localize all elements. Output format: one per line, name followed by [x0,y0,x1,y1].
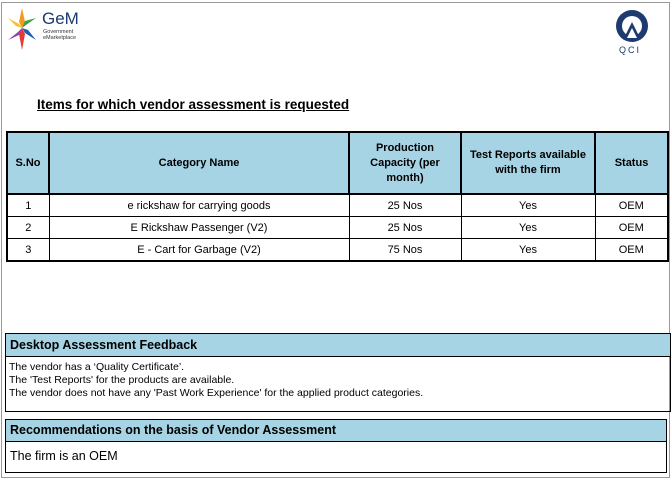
recommendations-title: Recommendations on the basis of Vendor Assessment [6,420,666,442]
recommendations-box [5,419,667,473]
feedback-line: The vendor has a ‘Quality Certificate’. [9,361,185,373]
cell-capacity: 25 Nos [349,217,461,239]
cell-sno: 2 [7,217,49,239]
cell-sno: 3 [7,239,49,262]
qci-emblem-icon [612,8,652,46]
cell-capacity: 25 Nos [349,194,461,217]
qci-logo-text: QCI [619,45,642,55]
table-row [7,217,668,239]
table-row [7,239,668,262]
cell-status: OEM [595,217,668,239]
items-table [6,131,669,262]
cell-status: OEM [595,194,668,217]
items-section-title: Items for which vendor assessment is requested [37,97,350,112]
col-header-capacity: Production Capacity (per month) [349,132,461,194]
cell-category: E - Cart for Garbage (V2) [49,239,349,262]
feedback-line: The 'Test Reports' for the products are available. [9,374,235,386]
table-header-row [7,132,668,194]
recommendation-text: The firm is an OEM [10,449,118,463]
cell-sno: 1 [7,194,49,217]
cell-category: e rickshaw for carrying goods [49,194,349,217]
cell-category: E Rickshaw Passenger (V2) [49,217,349,239]
feedback-title: Desktop Assessment Feedback [6,334,670,357]
feedback-line: The vendor does not have any 'Past Work Experience' for the applied product categories. [9,387,424,399]
gem-logo [6,6,96,54]
qci-logo [612,8,656,56]
cell-capacity: 75 Nos [349,239,461,262]
gem-logo-subtitle: Government eMarketplace [43,29,77,41]
cell-test-reports: Yes [461,239,595,262]
table-row [7,194,668,217]
col-header-sno: S.No [7,132,49,194]
col-header-category: Category Name [49,132,349,194]
feedback-body [6,357,670,400]
cell-test-reports: Yes [461,194,595,217]
desktop-assessment-feedback [5,333,671,412]
cell-status: OEM [595,239,668,262]
cell-test-reports: Yes [461,217,595,239]
col-header-status: Status [595,132,668,194]
col-header-test-reports: Test Reports available with the firm [461,132,595,194]
gem-star-icon [6,6,40,52]
gem-logo-text: GeM [42,9,79,28]
